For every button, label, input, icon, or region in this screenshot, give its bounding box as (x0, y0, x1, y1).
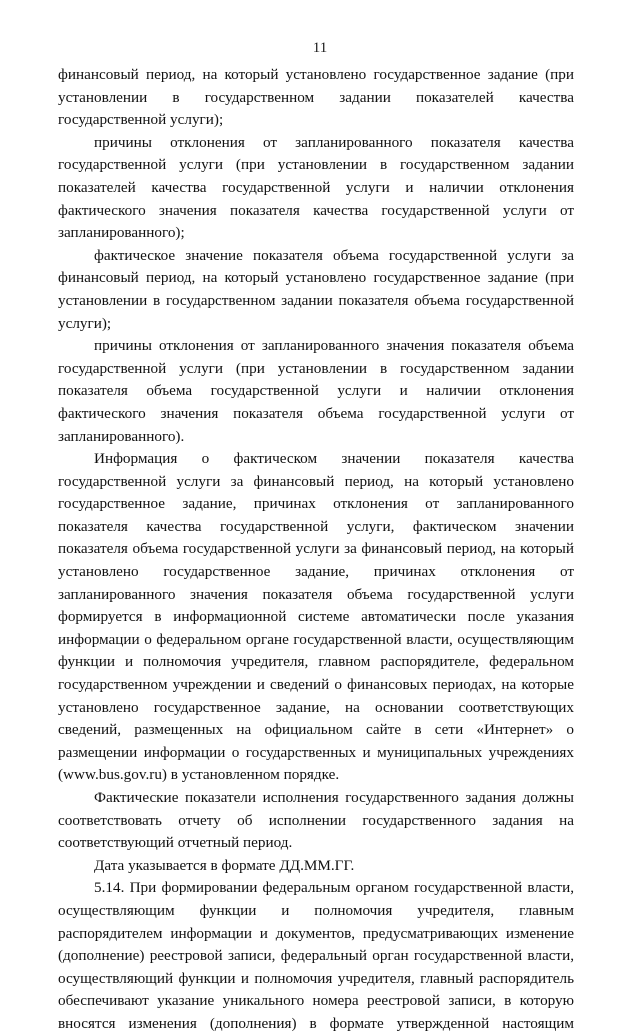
paragraph-volume-deviation-reasons: причины отклонения от запланированного значения показателя объема государственной услуги (при установлении в государственном задании показателя объема государственной услуги и наличии отклонения фактического значения показателя объема государственной услуги от запланированного). (58, 337, 574, 445)
document-body (58, 64, 574, 1036)
paragraph-quality-deviation-reasons: причины отклонения от запланированного показателя качества государственной услуги (при установлении в государственном задании показателей качества государственной услуги и наличии отклонения фактического значения показателя качества государственной услуги от запланированного); (58, 133, 574, 242)
paragraph-continuation: финансовый период, на который установлено государственное задание (при установлении в государственном задании показателей качества государственной услуги); (58, 66, 574, 129)
paragraph-section-5-14: 5.14. При формировании федеральным органом государственной власти, осуществляющим функции и полномочия учредителя, главным распорядителем информации и документов, предусматривающих изменение (дополнение) реестровой записи, федеральный орган государственной власти, осуществляющий функции и полномочия учредителя, главный распорядитель обеспечивают указание уникального номера реестровой записи, в которую вносятся изменения (дополнения) в формате утвержденной настоящим (58, 879, 574, 1032)
paragraph-date-format: Дата указывается в формате ДД.ММ.ГГ. (94, 856, 355, 874)
paragraph-volume-actual-value: фактическое значение показателя объема государственной услуги за финансовый период, на который установлено государственное задание (при установлении в государственном задании показателя объема государственной услуги); (58, 246, 574, 332)
paragraph-information-generation: Информация о фактическом значении показателя качества государственной услуги за финансовый период, на который установлено государственное задание, причинах отклонения от запланированного показателя качества государственной услуги, фактическом значении показателя объема государственной услуги за финансовый период, на который установлено государственное задание, причинах отклонения от запланированного значения показателя объема государственной услуги формируется в информационной системе автоматически после указания информации о федеральном органе государственной власти, осуществляющим функции и полномочия учредителя, главном распорядителе, федеральном государственном учреждении и сведений о финансовых периодах, на которые установлено государственное задание, на основании соответствующих сведений, размещенных на официальном сайте в сети «Интернет» о размещении информации о государственных и муниципальных учреждениях (www.bus.gov.ru) в установленном порядке. (58, 450, 574, 784)
paragraph-actual-indicators: Фактические показатели исполнения государственного задания должны соответствовать отчету об исполнении государственного задания на соответствующий отчетный период. (58, 789, 574, 852)
page-number: 11 (312, 40, 328, 56)
